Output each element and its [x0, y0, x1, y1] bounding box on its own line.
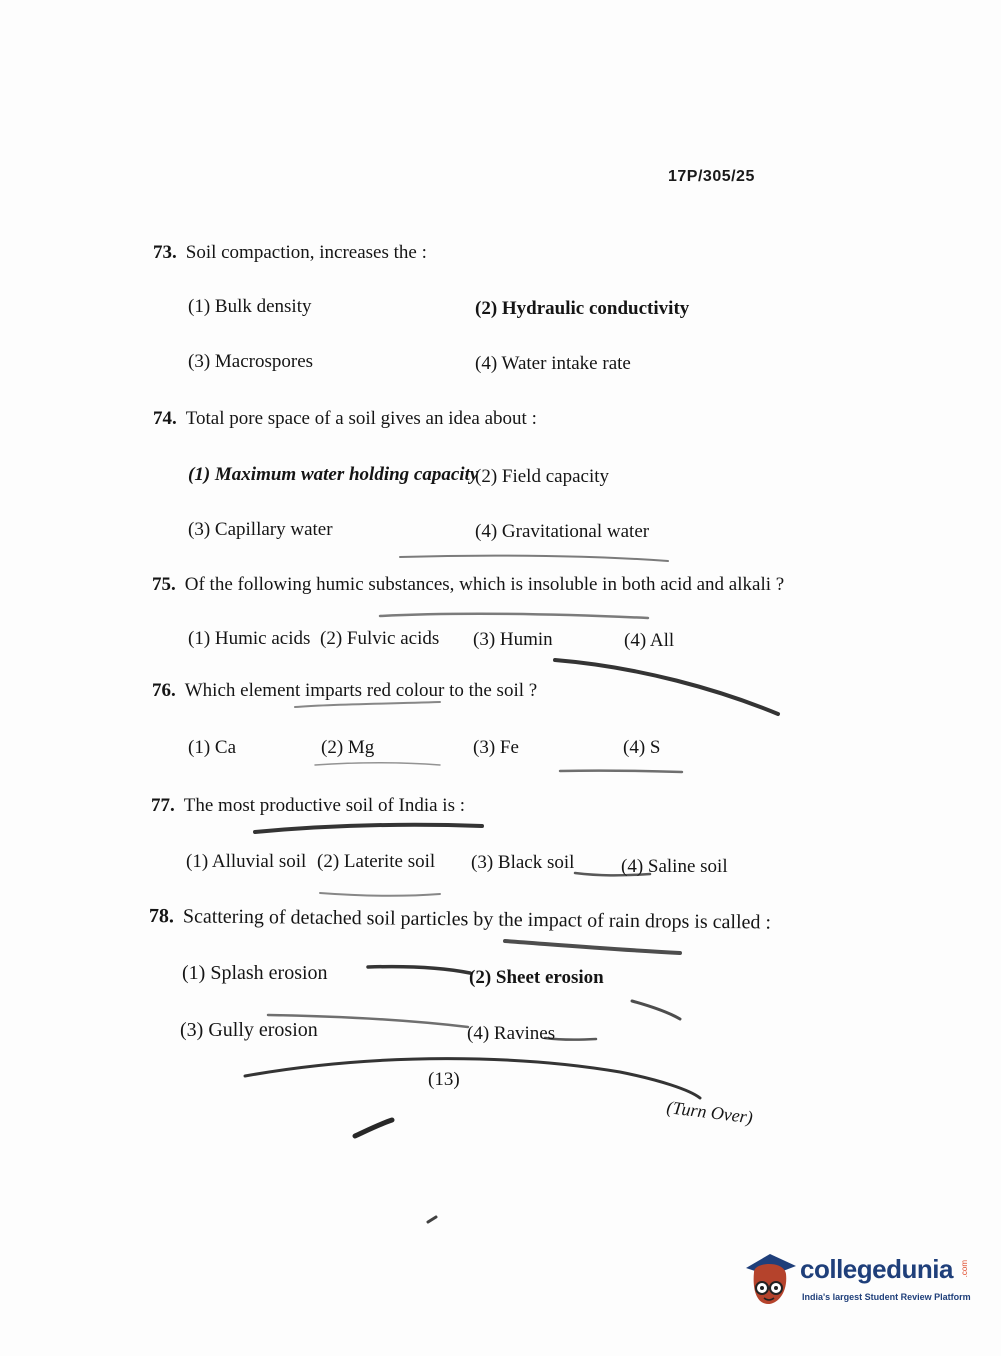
option-76-3: (3) Fe: [473, 737, 519, 758]
option-73-3: (3) Macrospores: [188, 351, 314, 372]
question-text: Total pore space of a soil gives an idea about :: [185, 408, 537, 429]
option-78-3: (3) Gully erosion: [180, 1019, 318, 1041]
paper-code: 17P/305/25: [668, 168, 755, 185]
question-number: 73.: [153, 242, 177, 263]
option-77-3: (3) Black soil: [471, 852, 575, 873]
option-76-1: (1) Ca: [188, 737, 237, 758]
question-number: 76.: [152, 680, 176, 701]
option-78-1: (1) Splash erosion: [182, 962, 328, 984]
option-74-3: (3) Capillary water: [188, 519, 333, 540]
smudge-line: [380, 614, 648, 618]
option-78-2: (2) Sheet erosion: [469, 967, 604, 988]
smudge-line: [368, 967, 470, 973]
question-text: Of the following humic substances, which is insoluble in both acid and alkali ?: [184, 574, 785, 595]
smudge-line: [505, 941, 680, 953]
option-75-3: (3) Humin: [473, 629, 553, 650]
smudge-line: [320, 893, 440, 896]
smudge-line: [560, 771, 682, 772]
smudge-line: [295, 702, 440, 707]
page-number: (13): [428, 1069, 460, 1090]
option-74-2: (2) Field capacity: [475, 466, 610, 487]
turn-over-note: (Turn Over): [665, 1097, 754, 1128]
logo-suffix: .com: [960, 1260, 969, 1278]
logo-tagline: India's largest Student Review Platform: [802, 1292, 971, 1302]
logo-brand: collegedunia: [800, 1254, 953, 1284]
smudge-line: [400, 556, 668, 561]
smudge-line: [545, 1038, 596, 1040]
option-73-1: (1) Bulk density: [188, 296, 312, 317]
smudge-line: [632, 1001, 680, 1019]
smudge-line: [315, 763, 440, 765]
option-73-4: (4) Water intake rate: [475, 353, 631, 374]
option-75-4: (4) All: [624, 630, 675, 651]
question-text: Which element imparts red colour to the soil ?: [184, 680, 538, 701]
option-73-2: (2) Hydraulic conductivity: [475, 298, 690, 319]
question-number: 78.: [148, 905, 174, 928]
option-77-4: (4) Saline soil: [621, 856, 728, 877]
question-text: Soil compaction, increases the :: [185, 242, 427, 263]
question-number: 77.: [151, 795, 175, 816]
option-76-2: (2) Mg: [321, 737, 375, 758]
smudge-line: [555, 660, 778, 714]
smudge-line: [255, 825, 482, 832]
option-75-2: (2) Fulvic acids: [320, 628, 440, 649]
option-75-1: (1) Humic acids: [188, 628, 311, 649]
question-text: The most productive soil of India is :: [183, 795, 466, 816]
smudge-line: [428, 1217, 436, 1222]
option-77-2: (2) Laterite soil: [317, 851, 436, 872]
smudge-line: [575, 873, 650, 875]
smudge-line: [245, 1059, 700, 1098]
mascot-icon: [740, 1248, 800, 1312]
option-76-4: (4) S: [623, 737, 661, 758]
collegedunia-watermark: [740, 1248, 972, 1312]
option-74-4: (4) Gravitational water: [475, 521, 650, 542]
option-78-4: (4) Ravines: [467, 1023, 556, 1044]
smudge-line: [268, 1015, 468, 1027]
smudge-line: [355, 1120, 392, 1136]
question-text: Scattering of detached soil particles by the impact of rain drops is called :: [182, 905, 772, 934]
option-77-1: (1) Alluvial soil: [186, 851, 307, 872]
question-number: 75.: [152, 574, 176, 595]
question-number: 74.: [153, 408, 177, 429]
option-74-1: (1) Maximum water holding capacity: [188, 464, 479, 485]
